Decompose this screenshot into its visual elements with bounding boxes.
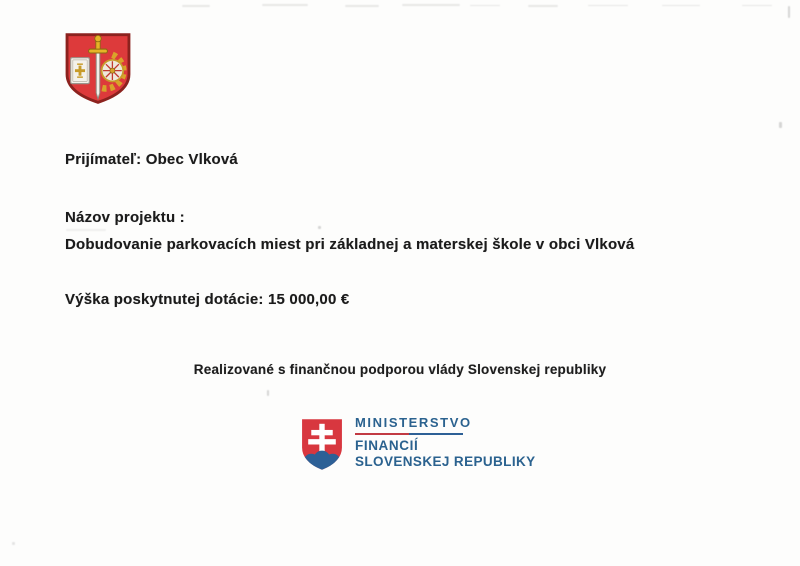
scan-artifact [470,5,500,6]
scan-artifact [182,5,210,7]
ministry-name-line2: FINANCIÍ [355,438,419,453]
underline-blue-segment [409,433,463,435]
scan-artifact [262,4,308,6]
scan-artifact [267,390,269,396]
project-label-line: Názov projektu : [65,209,185,226]
grant-amount-line: Výška poskytnutej dotácie: 15 000,00 € [65,291,350,308]
ministry-name-line3: SLOVENSKEJ REPUBLIKY [355,454,536,469]
scan-artifact [662,5,700,6]
ministry-name-line1: MINISTERSTVO [355,415,472,430]
project-title-line: Dobudovanie parkovacích miest pri základnej a materskej škole v obci Vlková [65,236,635,253]
scan-artifact [588,5,628,6]
scan-artifact [779,122,782,128]
ministry-logo-text [355,415,536,469]
slovak-coat-of-arms-icon [299,414,345,475]
ministry-logo-underline [355,433,463,435]
scan-artifact [345,5,379,7]
scan-artifact [318,226,321,229]
scan-artifact [402,4,460,6]
scan-artifact [12,542,15,545]
scan-artifact [788,6,790,18]
support-statement-line: Realizované s finančnou podporou vlády Slovenskej republiky [193,362,607,377]
vlkova-coat-of-arms-icon [62,31,134,106]
recipient-line: Prijímateľ: Obec Vlková [65,151,238,168]
scan-artifact [742,5,772,6]
ministry-of-finance-logo [299,413,559,477]
scan-artifact [528,5,558,7]
scan-artifact [66,229,106,231]
underline-red-segment [355,433,409,435]
